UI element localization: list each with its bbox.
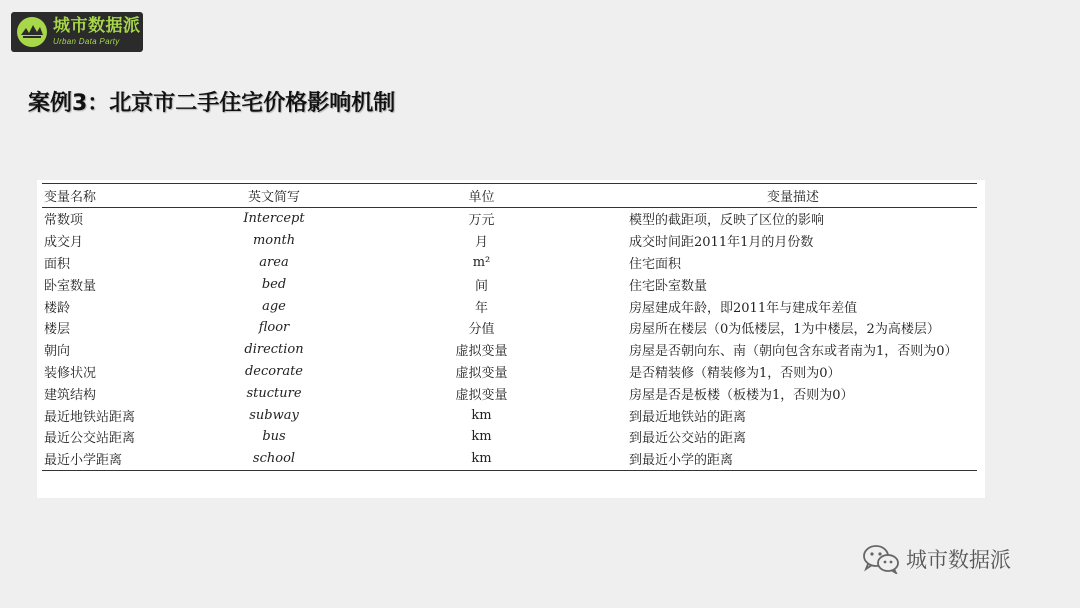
table-row [42, 295, 977, 317]
cell-english-abbr: Intercept [243, 211, 305, 227]
table-row [42, 426, 977, 448]
cell-variable-name: 朝向 [44, 344, 71, 360]
cell-variable-name: 楼龄 [44, 300, 71, 316]
cell-description: 房屋所在楼层（0为低楼层，1为中楼层，2为高楼层） [629, 322, 940, 338]
cell-unit: 万元 [468, 213, 495, 229]
cell-variable-name: 面积 [44, 256, 71, 272]
cell-variable-name: 卧室数量 [44, 278, 97, 294]
cell-unit: 分值 [468, 322, 495, 338]
table-row [42, 361, 977, 383]
footer-brand-text: 城市数据派 [906, 548, 1011, 572]
cell-description: 住宅卧室数量 [629, 278, 708, 294]
cell-variable-name: 楼层 [44, 322, 71, 338]
table-row [42, 404, 977, 426]
cell-description: 房屋是否朝向东、南（朝向包含东或者南为1，否则为0） [629, 344, 958, 360]
header-english-abbr: 英文简写 [247, 190, 300, 205]
cell-description: 成交时间距2011年1月的月份数 [629, 235, 814, 251]
cell-english-abbr: bed [261, 276, 287, 292]
header-unit: 单位 [468, 190, 495, 205]
cell-english-abbr: month [252, 233, 296, 249]
cell-unit: 虚拟变量 [455, 387, 508, 403]
cell-english-abbr: age [262, 298, 286, 314]
cell-description: 到最近公交站的距离 [629, 431, 747, 447]
cell-unit: 虚拟变量 [455, 365, 508, 381]
wechat-icon [862, 544, 900, 574]
cell-description: 房屋是否是板楼（板楼为1，否则为0） [629, 387, 854, 403]
cell-unit: 月 [474, 235, 488, 251]
cell-unit: km [471, 429, 492, 445]
logo-name-cn: 城市数据派 [53, 16, 141, 36]
table-row [42, 252, 977, 274]
table-row [42, 273, 977, 295]
header-description: 变量描述 [766, 190, 819, 205]
slide-title: 案例3：北京市二手住宅价格影响机制 [28, 91, 396, 116]
footer-brand [862, 544, 1011, 574]
cell-description: 模型的截距项，反映了区位的影响 [629, 213, 825, 229]
cell-description: 住宅面积 [629, 256, 682, 272]
table-row [42, 382, 977, 404]
cell-english-abbr: bus [262, 429, 286, 445]
cell-english-abbr: direction [244, 342, 304, 358]
table-row [42, 339, 977, 361]
cell-english-abbr: school [252, 451, 296, 467]
cell-variable-name: 装修状况 [44, 365, 97, 381]
variable-table-panel [37, 180, 985, 498]
cell-unit: km [471, 451, 492, 467]
table-row [42, 230, 977, 252]
cell-variable-name: 最近地铁站距离 [44, 409, 136, 425]
cell-description: 到最近小学的距离 [629, 453, 734, 469]
cell-unit: km [471, 407, 492, 423]
urban-data-party-logo-icon [15, 15, 49, 49]
cell-english-abbr: floor [258, 320, 290, 336]
cell-variable-name: 常数项 [44, 213, 84, 229]
logo [11, 12, 143, 52]
cell-unit: 间 [474, 278, 488, 294]
cell-english-abbr: decorate [244, 363, 303, 379]
cell-description: 房屋建成年龄，即2011年与建成年差值 [629, 300, 858, 316]
table-row [42, 448, 977, 470]
table-header-row [42, 184, 977, 208]
header-variable-name: 变量名称 [44, 190, 97, 205]
variable-table [42, 183, 977, 471]
cell-english-abbr: area [259, 254, 289, 270]
cell-variable-name: 最近公交站距离 [44, 431, 136, 447]
cell-unit: 年 [474, 300, 488, 316]
cell-unit: m² [472, 254, 491, 270]
cell-unit: 虚拟变量 [455, 344, 508, 360]
cell-description: 是否精装修（精装修为1，否则为0） [629, 365, 841, 381]
logo-name-en: Urban Data Party [53, 37, 120, 46]
cell-variable-name: 建筑结构 [44, 387, 97, 403]
cell-variable-name: 最近小学距离 [44, 453, 123, 469]
cell-variable-name: 成交月 [44, 235, 84, 251]
cell-description: 到最近地铁站的距离 [629, 409, 747, 425]
cell-english-abbr: stucture [246, 385, 302, 401]
table-row [42, 317, 977, 339]
table-row [42, 208, 977, 230]
cell-english-abbr: subway [249, 407, 299, 423]
